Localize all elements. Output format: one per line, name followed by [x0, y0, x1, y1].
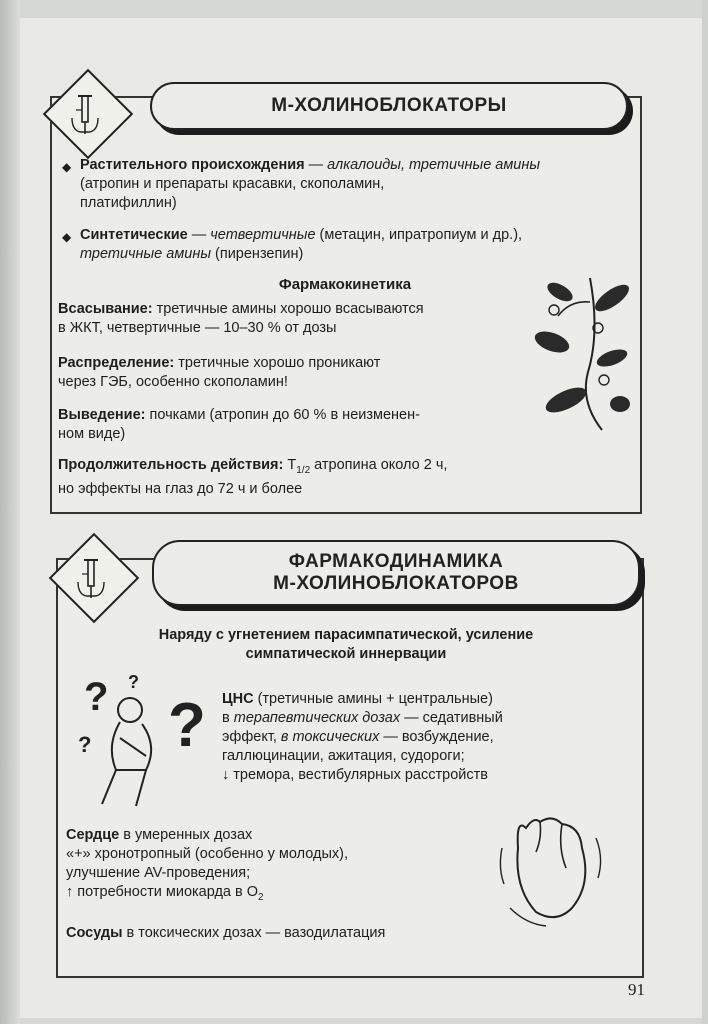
svg-text:?: ?	[84, 675, 109, 719]
belladonna-plant-icon	[530, 272, 634, 432]
heart-text: ↑ потребности миокарда в O	[66, 884, 259, 900]
distribution-paragraph	[58, 354, 528, 392]
distribution-text: третичные хорошо проникают	[174, 355, 381, 371]
intro-text: Наряду с угнетением парасимпатической, усиление	[158, 627, 534, 643]
section-title	[150, 82, 628, 130]
duration-text: но эффекты на глаз до 72 ч и более	[58, 480, 303, 497]
cns-text: в	[222, 710, 234, 726]
section-title-line: М-ХОЛИНОБЛОКАТОРОВ	[273, 573, 519, 594]
cns-italic: в токсических	[280, 729, 380, 745]
cns-text: (третичные амины + центральные)	[253, 691, 493, 707]
heart-text: в умеренных дозах	[119, 827, 253, 843]
cns-italic: терапевтических дозах	[233, 710, 401, 726]
cns-text: — седативный	[400, 710, 503, 726]
vessels-label: Сосуды	[66, 925, 123, 941]
absorption-paragraph	[58, 300, 528, 338]
section-title	[152, 540, 640, 606]
natural-origin-item	[80, 156, 580, 213]
vessels-text: в токсических дозах — вазодилатация	[122, 925, 386, 941]
page-number: 91	[628, 980, 645, 999]
cns-paragraph	[222, 690, 602, 785]
section-title-text: М-ХОЛИНОБЛОКАТОРЫ	[271, 95, 507, 116]
vessels-paragraph	[66, 924, 506, 943]
heart-text: улучшение AV-проведения;	[66, 865, 251, 881]
dash: —	[304, 157, 328, 173]
item-italic: алкалоиды, третичные амины	[327, 157, 541, 173]
cns-label: ЦНС	[222, 691, 254, 707]
item-italic: четвертичные	[210, 227, 316, 243]
svg-text:?: ?	[168, 691, 206, 760]
cns-text: ↓ тремора, вестибулярных расстройств	[222, 767, 488, 783]
heart-icon	[496, 808, 606, 928]
syringe-icon	[74, 556, 108, 604]
item-italic: третичные амины	[80, 246, 211, 262]
svg-text:?: ?	[78, 732, 92, 757]
cns-text: галлюцинации, ажитация, судороги;	[222, 748, 465, 764]
absorption-text: в ЖКТ, четвертичные — 10–30 % от дозы	[58, 320, 337, 336]
item-text: (пирензепин)	[211, 246, 304, 262]
pharmacokinetics-heading: Фармакокинетика	[278, 276, 412, 293]
bullet-icon: ◆	[62, 230, 72, 244]
cns-text: — возбуждение,	[379, 729, 494, 745]
item-label: Синтетические	[80, 227, 188, 243]
intro-text: симпатической иннервации	[245, 646, 447, 662]
dash: —	[187, 227, 211, 243]
synthetic-item	[80, 226, 640, 264]
confused-person-icon	[76, 666, 216, 816]
item-text: (метацин, ипратропиум и др.),	[315, 227, 523, 243]
heart-label: Сердце	[66, 827, 120, 843]
heart-paragraph	[66, 826, 496, 907]
oxygen-subscript: 2	[258, 891, 264, 903]
duration-label: Продолжительность действия:	[58, 457, 284, 473]
distribution-label: Распределение:	[58, 355, 175, 371]
svg-text:?: ?	[128, 672, 139, 692]
bullet-icon: ◆	[62, 160, 72, 174]
duration-text: атропина около 2 ч,	[310, 457, 448, 473]
excretion-text: ном виде)	[58, 426, 126, 442]
item-text: платифиллин)	[80, 195, 177, 211]
duration-paragraph	[58, 456, 578, 499]
item-label: Растительного происхождения	[80, 157, 305, 173]
excretion-text: почками (атропин до 60 % в неизменен-	[145, 407, 420, 423]
excretion-paragraph	[58, 406, 538, 444]
half-life-subscript: 1/2	[296, 464, 311, 476]
duration-text: T	[283, 457, 297, 473]
heart-text: «+» хронотропный (особенно у молодых),	[66, 846, 348, 862]
absorption-text: третичные амины хорошо всасываются	[152, 301, 424, 317]
book-gutter	[0, 0, 20, 1024]
section-title-line: ФАРМАКОДИНАМИКА	[288, 551, 504, 572]
page-edge	[702, 0, 708, 1024]
cns-text: эффект,	[222, 729, 281, 745]
excretion-label: Выведение:	[58, 407, 146, 423]
syringe-icon	[68, 92, 102, 140]
intro-paragraph	[96, 626, 596, 664]
distribution-text: через ГЭБ, особенно скополамин!	[58, 374, 288, 390]
item-text: (атропин и препараты красавки, скополамин,	[80, 176, 385, 192]
absorption-label: Всасывание:	[58, 301, 153, 317]
